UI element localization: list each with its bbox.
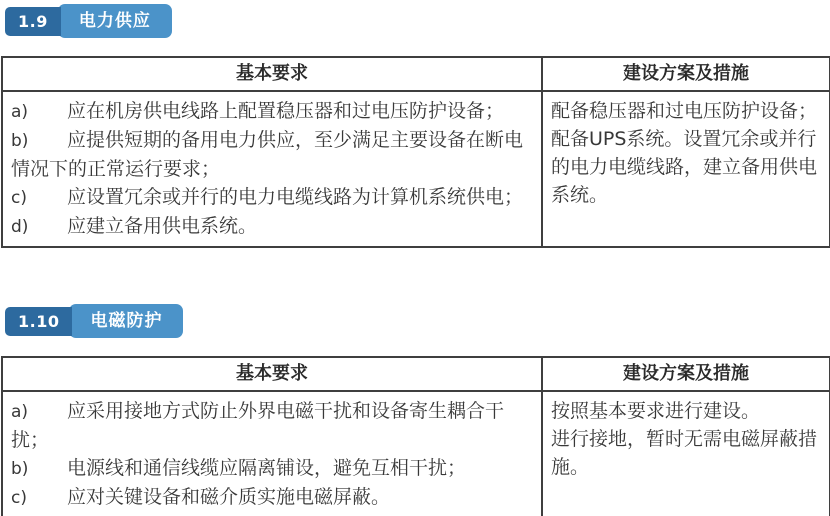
section-badge <box>5 304 183 338</box>
column-header-measures: 建设方案及措施 <box>542 57 830 91</box>
section-title-badge: 电力供应 <box>58 4 172 38</box>
requirement-text: 电源线和通信线缆应隔离铺设，避免互相干扰； <box>67 457 467 479</box>
requirement-label: a) <box>11 102 29 122</box>
measure-paragraph: 进行接地，暂时无需电磁屏蔽措施。 <box>551 428 818 478</box>
requirement-text: 应在机房供电线路上配置稳压器和过电压防护设备； <box>67 100 505 122</box>
requirement-item <box>11 212 533 241</box>
requirement-item <box>11 454 533 483</box>
measure-paragraph: 配备稳压器和过电压防护设备； <box>551 100 818 122</box>
requirement-item <box>11 183 533 212</box>
table-body-row <box>2 91 830 247</box>
requirement-item <box>11 483 533 512</box>
requirement-label: c) <box>11 488 27 508</box>
table-header-row <box>2 357 830 391</box>
requirement-label: b) <box>11 459 29 479</box>
requirements-table-electromagnetic <box>1 356 830 516</box>
requirement-text: 应采用接地方式防止外界电磁干扰和设备寄生耦合干扰； <box>11 400 505 451</box>
requirement-item <box>11 97 533 126</box>
requirement-label: d) <box>11 217 29 237</box>
column-header-basic-requirements: 基本要求 <box>2 357 542 391</box>
section-power-supply <box>1 4 829 248</box>
column-header-basic-requirements: 基本要求 <box>2 57 542 91</box>
section-number-badge: 1.9 <box>5 7 61 36</box>
measures-cell <box>542 391 830 516</box>
requirement-text: 应对关键设备和磁介质实施电磁屏蔽。 <box>67 486 391 508</box>
requirement-label: c) <box>11 188 27 208</box>
section-number-badge: 1.10 <box>5 307 72 336</box>
column-header-measures: 建设方案及措施 <box>542 357 830 391</box>
measure-paragraph: 配备UPS系统。设置冗余或并行的电力电缆线路，建立备用供电系统。 <box>551 128 818 206</box>
requirement-text: 应设置冗余或并行的电力电缆线路为计算机系统供电； <box>67 186 524 208</box>
table-header-row <box>2 57 830 91</box>
requirement-item <box>11 126 533 183</box>
section-badge <box>5 4 172 38</box>
requirements-table-power-supply <box>1 56 830 248</box>
section-electromagnetic-protection <box>1 248 829 516</box>
table-body-row <box>2 391 830 516</box>
requirement-label: a) <box>11 402 29 422</box>
requirement-item <box>11 397 533 454</box>
requirement-text: 应建立备用供电系统。 <box>67 215 258 237</box>
section-title-badge: 电磁防护 <box>69 304 183 338</box>
requirements-cell <box>2 91 542 247</box>
requirement-text: 应提供短期的备用电力供应，至少满足主要设备在断电情况下的正常运行要求； <box>11 129 524 180</box>
requirements-cell <box>2 391 542 516</box>
measures-cell <box>542 91 830 247</box>
requirement-label: b) <box>11 131 29 151</box>
measure-paragraph: 按照基本要求进行建设。 <box>551 400 761 422</box>
